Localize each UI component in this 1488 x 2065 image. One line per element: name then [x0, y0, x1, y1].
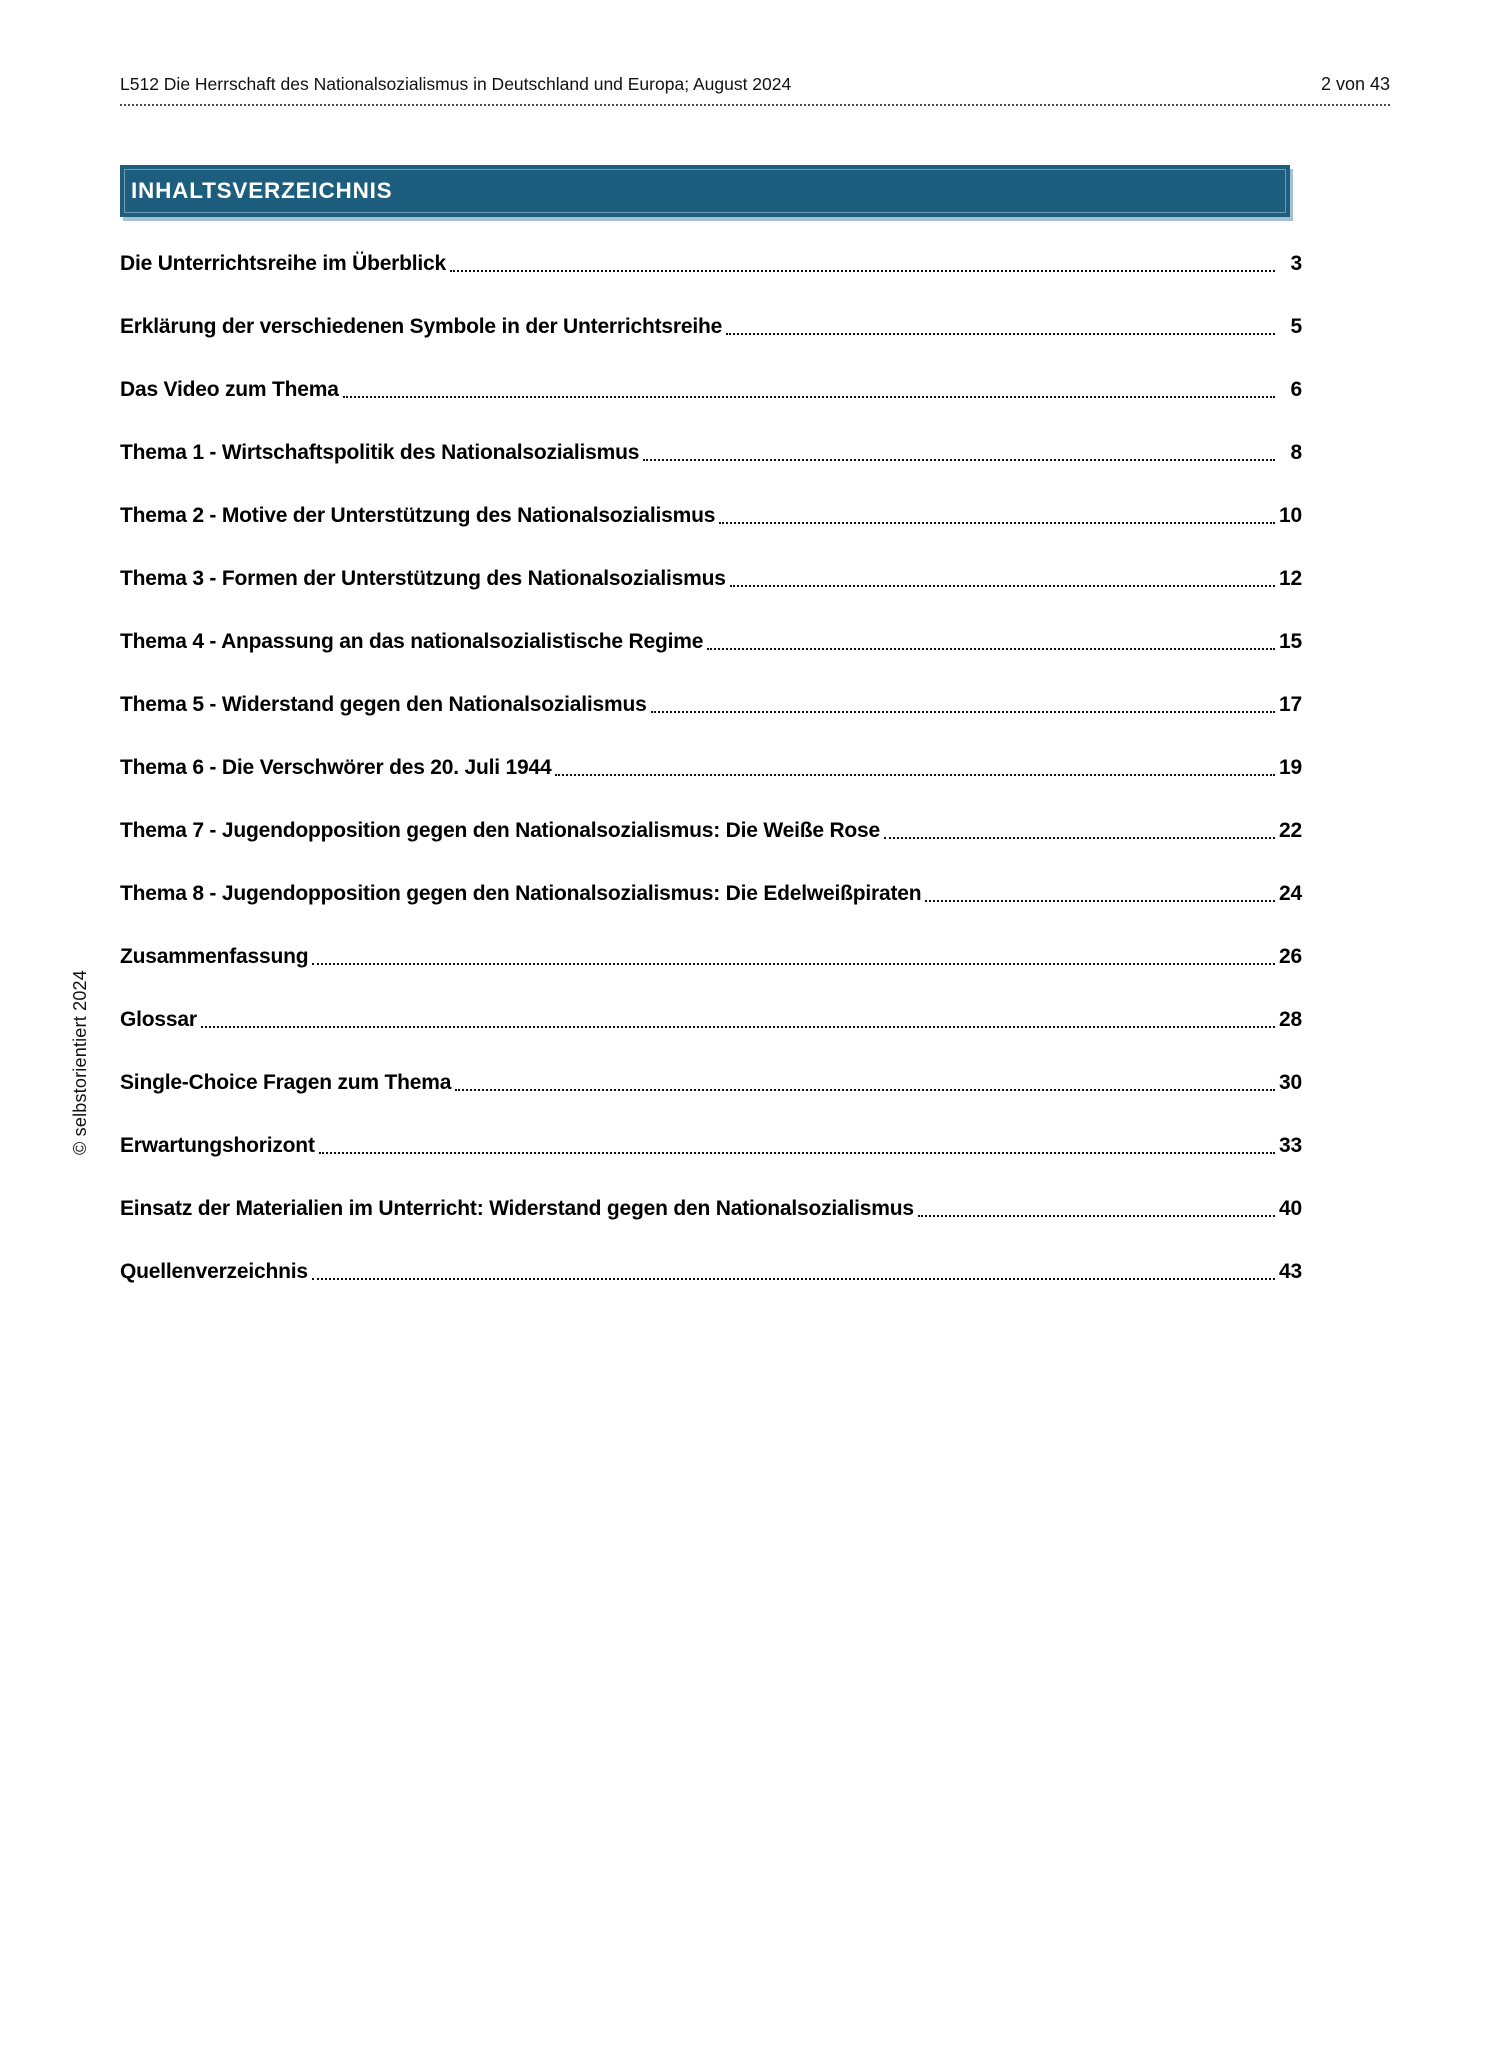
toc-entry-label: Thema 5 - Widerstand gegen den Nationalsozialismus: [120, 693, 647, 716]
toc-entry[interactable]: [120, 439, 1302, 466]
toc-entry[interactable]: [120, 250, 1302, 277]
toc-entry-page: 26: [1279, 945, 1302, 968]
toc-entry-label: Erklärung der verschiedenen Symbole in der Unterrichtsreihe: [120, 315, 723, 338]
toc-entry-page: 30: [1279, 1071, 1302, 1094]
dot-leader: [450, 270, 1275, 272]
dot-leader: [707, 648, 1275, 650]
toc-entry-label: Thema 2 - Motive der Unterstützung des Nationalsozialismus: [120, 504, 716, 527]
dot-leader: [201, 1026, 1275, 1028]
toc-entry[interactable]: [120, 817, 1302, 844]
toc-entry-page: 40: [1279, 1197, 1302, 1220]
dot-leader: [884, 837, 1275, 839]
toc-entry-page: 5: [1290, 315, 1302, 338]
copyright-sidebar: © selbstorientiert 2024: [70, 970, 90, 1155]
toc-entry-label: Thema 8 - Jugendopposition gegen den Nationalsozialismus: Die Edelweißpiraten: [120, 882, 922, 905]
page-header: [120, 74, 1390, 106]
toc-entry-label: Das Video zum Thema: [120, 378, 339, 401]
toc-entry[interactable]: [120, 754, 1302, 781]
toc-entry[interactable]: [120, 1195, 1302, 1222]
dot-leader: [918, 1215, 1275, 1217]
dot-leader: [312, 963, 1275, 965]
toc-entry-label: Quellenverzeichnis: [120, 1260, 308, 1283]
dot-leader: [455, 1089, 1275, 1091]
toc-entry-label: Thema 1 - Wirtschaftspolitik des Nationalsozialismus: [120, 441, 640, 464]
toc-entry-page: 17: [1279, 693, 1302, 716]
toc-entry[interactable]: [120, 628, 1302, 655]
toc-entry-page: 28: [1279, 1008, 1302, 1031]
toc-entry-page: 8: [1290, 441, 1302, 464]
toc-entry-page: 43: [1279, 1260, 1302, 1283]
toc-entry-label: Thema 7 - Jugendopposition gegen den Nationalsozialismus: Die Weiße Rose: [120, 819, 880, 842]
toc-entry-label: Zusammenfassung: [120, 945, 309, 968]
toc-entry-label: Thema 6 - Die Verschwörer des 20. Juli 1944: [120, 756, 552, 779]
toc-entry-label: Glossar: [120, 1008, 197, 1031]
toc-entry-label: Thema 4 - Anpassung an das nationalsozialistische Regime: [120, 630, 704, 653]
toc-entry[interactable]: [120, 880, 1302, 907]
toc-entry-label: Thema 3 - Formen der Unterstützung des Nationalsozialismus: [120, 567, 726, 590]
dot-leader: [651, 711, 1275, 713]
toc-entry-label: Die Unterrichtsreihe im Überblick: [120, 252, 447, 275]
toc-entry[interactable]: [120, 376, 1302, 403]
dot-leader: [719, 522, 1275, 524]
toc-entry[interactable]: [120, 1069, 1302, 1096]
toc-entry-page: 3: [1290, 252, 1302, 275]
header-page-indicator: 2 von 43: [1320, 74, 1390, 94]
toc-entry[interactable]: [120, 502, 1302, 529]
toc-entry-label: Single-Choice Fragen zum Thema: [120, 1071, 452, 1094]
toc-entry[interactable]: [120, 691, 1302, 718]
dot-leader: [312, 1278, 1275, 1280]
toc-entry-page: 12: [1279, 567, 1302, 590]
toc-entry[interactable]: [120, 1258, 1302, 1285]
toc-entry[interactable]: [120, 1006, 1302, 1033]
toc-entry-page: 22: [1279, 819, 1302, 842]
dot-leader: [726, 333, 1275, 335]
toc-entry-label: Erwartungshorizont: [120, 1134, 315, 1157]
toc-entry-page: 10: [1279, 504, 1302, 527]
toc-entry-page: 15: [1279, 630, 1302, 653]
toc-entry-label: Einsatz der Materialien im Unterricht: Widerstand gegen den Nationalsozialismus: [120, 1197, 914, 1220]
toc-title-bar: [120, 165, 1290, 217]
toc-entry[interactable]: [120, 313, 1302, 340]
toc-entry[interactable]: [120, 1132, 1302, 1159]
toc-list: [120, 250, 1302, 1321]
toc-entry-page: 6: [1290, 378, 1302, 401]
toc-entry-page: 19: [1279, 756, 1302, 779]
dot-leader: [730, 585, 1275, 587]
toc-entry-page: 24: [1279, 882, 1302, 905]
toc-entry[interactable]: [120, 943, 1302, 970]
toc-title: INHALTSVERZEICHNIS: [131, 178, 393, 203]
dot-leader: [643, 459, 1275, 461]
toc-entry[interactable]: [120, 565, 1302, 592]
dot-leader: [343, 396, 1275, 398]
dot-leader: [925, 900, 1275, 902]
toc-entry-page: 33: [1279, 1134, 1302, 1157]
dot-leader: [555, 774, 1275, 776]
dot-leader: [319, 1152, 1275, 1154]
header-running-title: L512 Die Herrschaft des Nationalsozialismus in Deutschland und Europa; August 2024: [120, 74, 792, 94]
